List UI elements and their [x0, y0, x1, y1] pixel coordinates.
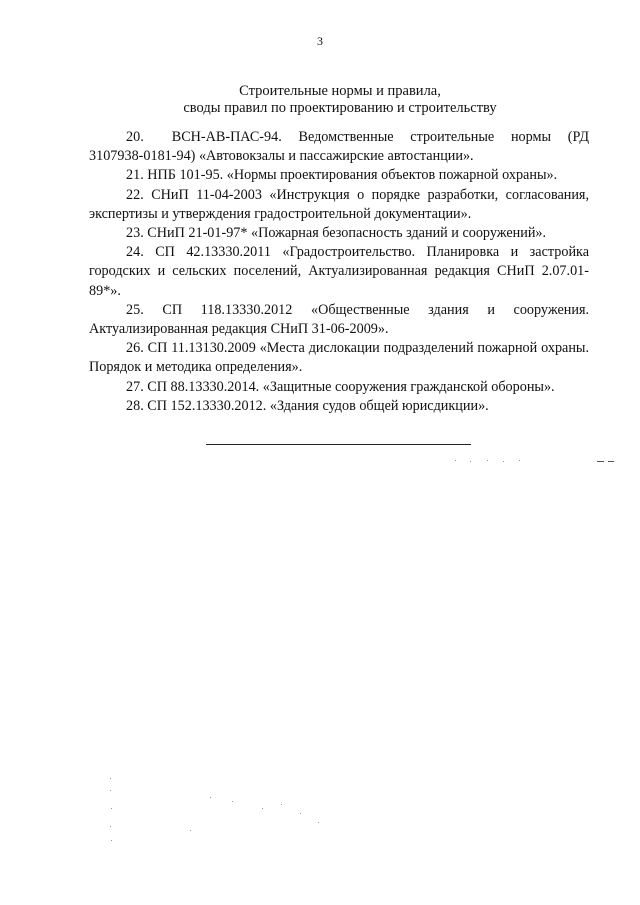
scan-speck — [262, 808, 263, 809]
scan-speck — [318, 822, 319, 823]
item-text: СНиП 11-04-2003 «Инструкция о порядке разработки, согласования, экспертизы и утверждения градостроительной документации». — [89, 186, 590, 222]
item-text: СП 118.13330.2012 «Общественные здания и сооружения. Актуализированная редакция СНиП 31-06-2009». — [89, 301, 590, 338]
item-number: 23. — [126, 225, 144, 242]
list-item-21 — [89, 166, 589, 185]
scan-speck — [487, 460, 488, 461]
heading-line-2: своды правил по проектированию и строительству — [183, 100, 497, 116]
scan-speck — [190, 830, 191, 831]
scan-speck — [519, 460, 520, 461]
section-heading — [80, 83, 600, 117]
scan-speck — [455, 460, 456, 461]
scan-speck — [110, 778, 111, 779]
scan-speck — [232, 801, 233, 802]
list-item-22 — [89, 186, 589, 224]
item-number: 27. — [126, 378, 144, 395]
scan-speck — [210, 797, 211, 798]
item-number: 25. — [126, 301, 144, 318]
list-item-26 — [89, 339, 589, 377]
item-number: 24. — [126, 244, 144, 261]
scan-speck — [470, 461, 471, 462]
heading-line-1: Строительные нормы и правила, — [239, 83, 441, 99]
item-number: 28. — [126, 397, 144, 414]
scan-speck — [503, 461, 504, 462]
scan-speck — [110, 790, 111, 791]
list-item-23 — [89, 224, 589, 243]
item-text: ВСН-АВ-ПАС-94. Ведомственные строительные нормы (РД 3107938-0181-94) «Автовокзалы и пассажирские автостанции». — [89, 129, 589, 165]
item-number: 21. — [126, 167, 144, 184]
item-number: 26. — [126, 340, 144, 357]
page-number: 3 — [317, 34, 323, 48]
list-item-27 — [89, 378, 589, 397]
item-text: СП 42.13330.2011 «Градостроительство. Планировка и застройка городских и сельских поселений, Актуализированная редакция СНиП 2.07.01-89*». — [89, 244, 590, 299]
item-number: 20. — [126, 129, 144, 145]
item-text: СНиП 21-01-97* «Пожарная безопасность зданий и сооружений». — [147, 225, 547, 242]
standards-list — [89, 128, 589, 416]
item-text: СП 11.13130.2009 «Места дислокации подразделений пожарной охраны. Порядок и методика определения». — [89, 340, 590, 376]
list-item-28 — [89, 397, 589, 416]
list-item-25 — [89, 301, 589, 339]
item-number: 22. — [126, 186, 144, 203]
scan-speck — [110, 826, 111, 827]
scan-speck — [111, 840, 112, 841]
scan-mark — [608, 461, 614, 462]
item-text: СП 152.13330.2012. «Здания судов общей юрисдикции». — [147, 397, 489, 414]
item-text: СП 88.13330.2014. «Защитные сооружения гражданской обороны». — [147, 378, 555, 395]
list-item-20 — [89, 128, 589, 166]
closing-rule — [206, 444, 471, 445]
scan-speck — [281, 804, 282, 805]
scan-speck — [300, 813, 301, 814]
scan-speck — [111, 808, 112, 809]
item-text: НПБ 101-95. «Нормы проектирования объектов пожарной охраны». — [147, 167, 558, 184]
scan-mark — [597, 461, 604, 462]
list-item-24 — [89, 243, 589, 301]
